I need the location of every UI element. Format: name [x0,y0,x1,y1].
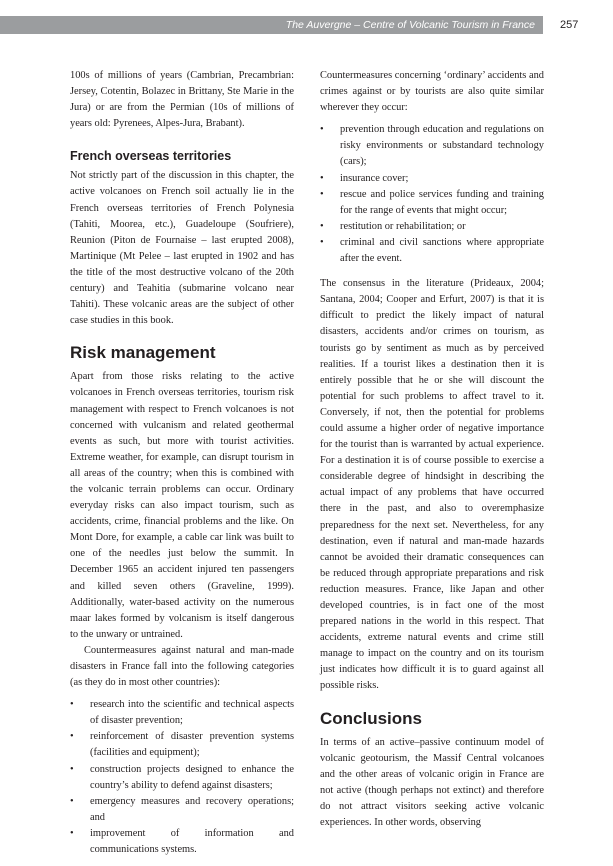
bullet-icon: • [70,699,74,711]
bullet-icon: • [320,172,324,184]
list-item: • emergency measures and recovery operations; and [70,795,294,823]
risk-paragraph-2: Countermeasures against natural and man-made disasters in France fall into the following categories (as they do in most other countries): [70,644,294,689]
conclusions-paragraph: In terms of an active–passive continuum model of volcanic geotourism, the Massif Central volcanoes and the other areas of volcanic origin in France are not active (though perhaps not extinct) and therefore do not attract visitors seeking active volcanic experiences. In other words, observing [320,736,544,829]
list-item: • construction projects designed to enhance the country’s ability to defend against disasters; [70,763,294,791]
list-item: • rescue and police services funding and training for the range of events that might occur; [320,188,544,216]
countermeasure-categories-list [70,697,294,858]
list-item: • improvement of information and communications systems. [70,827,294,856]
page-number: 257 [560,19,579,31]
french-overseas-paragraph: Not strictly part of the discussion in this chapter, the active volcanoes on French soil actually lie in the French overseas territories of French Polynesia (Tahiti, Moorea, etc.), Guadeloupe (Soufriere), Reunion (Piton de Fournaise – last erupted 2008), Martinique (Mt Pelee – last erupted in 1902 and has the title of the most destructive volcano of the 20th century) and Teahitia (submarine volcano near Tahiti). These volcanic areas are the subject of other case studies in this book. [70,170,294,327]
conclusions-heading: Conclusions [320,708,423,728]
intro-paragraph: 100s of millions of years (Cambrian, Precambrian: Jersey, Cotentin, Bolazec in Brittany, Ste Marie in the Jura) or are from the Permian (10s of millions of years old: Pyrenees, Alpes-Jura, Brabant). [70,70,294,130]
ordinary-countermeasures-list [320,122,544,267]
consensus-paragraph: The consensus in the literature (Prideaux, 2004; Santana, 2004; Cooper and Erfurt, 2007) is that it is difficult to predict the likely impact of natural disasters, accidents and/or crimes on tourism, as tourists go by sentiment as much as by perceived realities. If a tourist likes a destination then it is entirely possible that he or she will discount the potential for such problems to affect travel to it. Conversely, if not, then the potential for problems could assume a higher order of negative importance for the tourist than is warranted by actual experience. For a destination it is of course possible to exercise a considerable degree of hindsight in describing the actual impact of any problems that have occurred there in the past, and also to overemphasize preparedness for the next set. Nevertheless, for any destination, even if natural and man-made hazards cannot be avoided their dramatic consequences can be reduced through appropriate preparations and risk reduction measures. France, like Japan and other developed countries, is in fact one of the most prepared nations in the world in this respect. That accidents, extreme natural events and crime still manage to impact on the country and on its tourism just indicates how difficult it is to guard against all possible risks. [320,278,544,692]
list-item: • criminal and civil sanctions where appropriate after the event. [320,236,544,265]
bullet-icon: • [320,236,324,248]
bullet-icon: • [320,124,324,136]
french-overseas-heading: French overseas territories [70,149,232,164]
bullet-icon: • [70,763,74,775]
bullet-icon: • [70,731,74,743]
bullet-icon: • [70,827,74,839]
list-item: • research into the scientific and technical aspects of disaster prevention; [70,699,294,727]
risk-management-heading: Risk management [70,343,216,363]
bullet-icon: • [70,795,74,807]
running-title: The Auvergne – Centre of Volcanic Tourism in France [285,19,535,31]
risk-paragraph-1: Apart from those risks relating to the active volcanoes in French overseas territories, tourism risk management with respect to French volcanoes is not concerned with vulcanism and related geothermal events as such, but more with tourist activities. Extreme weather, for example, can disrupt tourism in all areas of the country; when this is combined with the volcanic terrain problems can occur. Ordinary everyday risks can also impact tourism, such as accidents, crime, financial problems and the like. On Mont Dore, for example, a cable car link was built to one of the needles just below the summit. In December 1965 an accident injured ten passengers and killed seven others (Graveline, 1999). Additionally, water-based activity on the numerous maar lakes formed by volcanism is itself dangerous to the unwary or untrained. [70,371,294,640]
bullet-icon: • [320,220,324,232]
list-item: • restitution or rehabilitation; or [320,219,544,235]
countermeasures-paragraph: Countermeasures concerning ‘ordinary’ accidents and crimes against or by tourists are also quite similar wherever they occur: [320,70,544,114]
right-column [320,68,544,831]
list-item: • reinforcement of disaster prevention systems (facilities and equipment); [70,731,294,759]
list-item: • insurance cover; [320,171,544,187]
running-header [0,0,613,44]
left-column [70,68,294,866]
list-item: • prevention through education and regulations on risky environments or substandard technology (cars); [320,124,544,168]
bullet-icon: • [320,188,324,200]
